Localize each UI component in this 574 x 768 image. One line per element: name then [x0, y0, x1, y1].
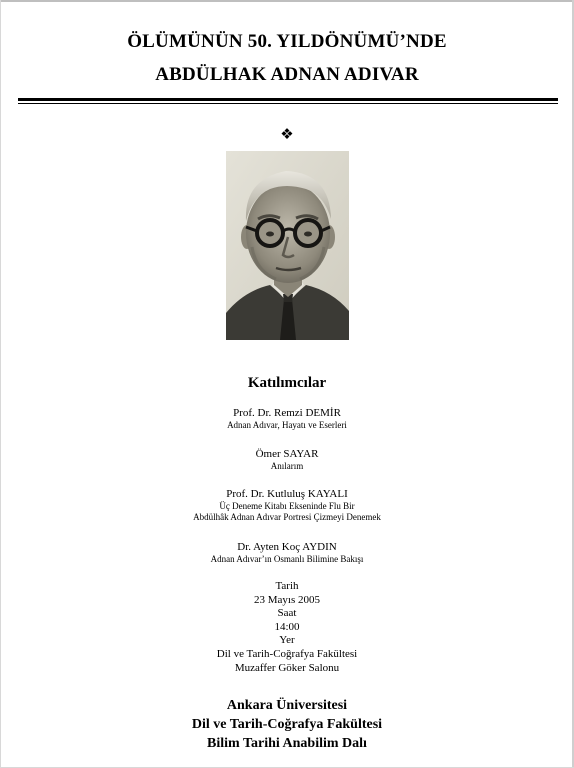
diamond-ornament-icon: ❖ [280, 125, 294, 143]
participant-topic: Abdülhâk Adnan Adıvar Portresi Çizmeyi Denemek [193, 512, 381, 522]
organizer-department: Bilim Tarihi Anabilim Dalı [207, 736, 367, 751]
page-title-line-1: ÖLÜMÜNÜN 50. YILDÖNÜMÜ’NDE [127, 31, 447, 52]
page-frame-top [0, 0, 574, 2]
participant-name: Prof. Dr. Remzi DEMİR [233, 407, 341, 419]
date-value: 23 Mayıs 2005 [254, 593, 320, 606]
event-details [0, 580, 574, 675]
organizer-faculty: Dil ve Tarih-Coğrafya Fakültesi [191, 717, 383, 732]
participants-heading: Katılımcılar [247, 375, 327, 391]
title-divider-thick [18, 98, 558, 101]
portrait-photo [226, 151, 349, 340]
organizer-university: Ankara Üniversitesi [226, 698, 348, 713]
participant-name: Prof. Dr. Kutluluş KAYALI [226, 488, 348, 500]
participant-2 [0, 448, 574, 472]
organizer-block [0, 696, 574, 753]
place-label: Yer [279, 634, 295, 647]
date-label: Tarih [275, 580, 299, 592]
participant-topic: Anılarım [270, 461, 304, 471]
participant-1 [0, 407, 574, 431]
participant-3 [0, 488, 574, 523]
participant-topic: Adnan Adıvar, Hayatı ve Eserleri [227, 420, 347, 430]
time-value: 14:00 [274, 620, 300, 633]
place-value-line-1: Dil ve Tarih-Coğrafya Fakültesi [216, 647, 358, 660]
time-label: Saat [277, 607, 297, 620]
participant-topic: Adnan Adıvar’ın Osmanlı Bilimine Bakışı [210, 554, 364, 564]
participant-topic: Üç Deneme Kitabı Ekseninde Flu Bir [219, 501, 355, 511]
participant-name: Ömer SAYAR [255, 448, 319, 460]
place-value-line-2: Muzaffer Göker Salonu [234, 661, 340, 674]
participant-4 [0, 541, 574, 565]
title-divider-thin [18, 103, 558, 104]
participant-name: Dr. Ayten Koç AYDIN [237, 541, 337, 553]
page-title-line-2: ABDÜLHAK ADNAN ADIVAR [155, 64, 419, 85]
